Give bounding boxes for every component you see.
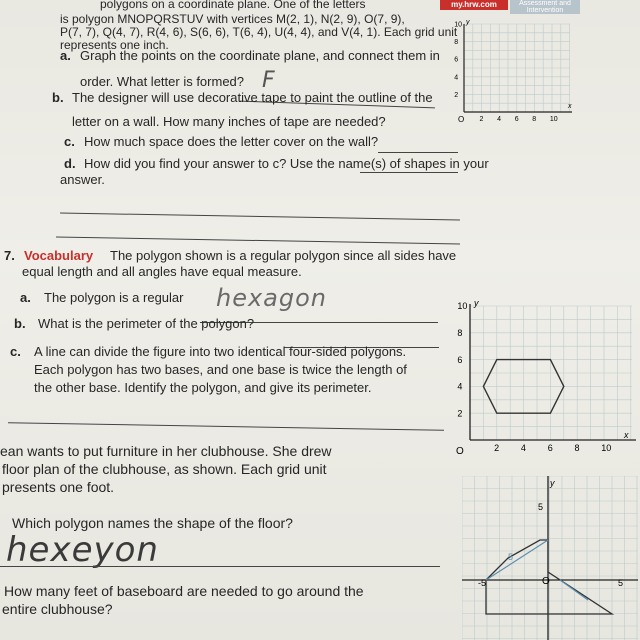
p7b-text: What is the perimeter of the polygon? <box>38 316 255 331</box>
x-tick-label: 2 <box>479 116 484 123</box>
x-tick-label: 10 <box>601 443 612 453</box>
p8-text2: floor plan of the clubhouse, as shown. Each grid unit <box>2 461 327 477</box>
p7-number: 7. <box>4 248 15 263</box>
badge-line1: Assessment and <box>519 0 571 7</box>
p6-line3: represents one inch. <box>60 38 169 52</box>
graph1-origin: O <box>458 115 465 124</box>
p6b-text1: The designer will use decorative tape to paint the outline of the <box>72 90 433 105</box>
graph1-y-label: y <box>466 19 470 26</box>
graph1-coordinate-plane <box>448 18 580 128</box>
p8b-text1: How many feet of baseboard are needed to go around the <box>4 583 364 599</box>
p6-line0: polygons on a coordinate plane. One of the letters <box>100 0 366 11</box>
x-tick-label: 4 <box>497 116 502 123</box>
p8a-answer: hexeyon <box>6 530 159 570</box>
graph2-y-label: y <box>474 298 479 308</box>
badge-line2: Intervention <box>526 7 564 14</box>
p6c-label: c. <box>64 134 75 149</box>
graph2-origin: O <box>456 446 464 457</box>
graph2-x-label: x <box>624 430 629 440</box>
x-tick-label: 6 <box>547 443 553 453</box>
x-tick-label: 10 <box>549 116 558 123</box>
x-tick-label: 2 <box>494 443 500 453</box>
y-tick-label: 8 <box>454 39 459 47</box>
p6b-text2: letter on a wall. How many inches of tape are needed? <box>72 114 386 129</box>
p7a-answer: hexagon <box>216 284 328 312</box>
graph3-side-label: 5 <box>508 552 514 562</box>
graph3-coordinate-plane <box>462 476 640 640</box>
p7c-answer-line <box>8 422 444 431</box>
x-tick-label: 6 <box>514 116 519 123</box>
x-tick-label: 8 <box>574 443 580 453</box>
p8a-text: Which polygon names the shape of the floor? <box>12 515 293 531</box>
graph3-xtick-5: 5 <box>618 578 624 588</box>
assessment-badge <box>510 0 580 14</box>
p7c-text2: Each polygon has two bases, and one base is twice the length of <box>34 362 407 377</box>
p8-text1: ean wants to put furniture in her clubhouse. She drew <box>0 443 332 459</box>
p6a-answer: F <box>262 68 276 93</box>
y-tick-label: 2 <box>454 91 459 99</box>
p6c-text: How much space does the letter cover on the wall? <box>84 134 379 149</box>
graph3-xtick-neg5: -5 <box>478 578 487 588</box>
p6b-label: b. <box>52 90 64 105</box>
graph3-ytick-5: 5 <box>538 502 544 512</box>
x-tick-label: 4 <box>520 443 526 453</box>
y-tick-label: 8 <box>457 327 463 338</box>
y-tick-label: 10 <box>454 21 462 29</box>
p6d-answer-line2 <box>56 236 460 244</box>
p6-line2: P(7, 7), Q(4, 7), R(4, 6), S(6, 6), T(6, 4), U(4, 4), and V(4, 1). Each grid unit <box>60 25 458 39</box>
p6a-text1: Graph the points on the coordinate plane, and connect them in <box>80 48 440 63</box>
graph2-coordinate-plane <box>446 298 640 466</box>
p6c-answer-line <box>360 172 458 173</box>
p8a-answer-line <box>0 566 440 567</box>
y-tick-label: 4 <box>454 74 459 82</box>
y-tick-label: 2 <box>457 408 463 419</box>
graph3-annotation-line <box>486 540 548 580</box>
p7a-text: The polygon is a regular <box>44 290 184 305</box>
p7c-label: c. <box>10 344 21 359</box>
p6d-answer-line1 <box>60 213 460 221</box>
p6d-text1: How did you find your answer to c? Use the name(s) of shapes in your <box>84 156 489 171</box>
p7c-text1: A line can divide the figure into two identical four-sided polygons. <box>34 344 407 359</box>
graph3-origin: O <box>542 576 550 587</box>
p6a-label: a. <box>60 48 71 63</box>
y-tick-label: 10 <box>457 301 468 312</box>
p8-text3: presents one foot. <box>2 479 115 495</box>
x-tick-label: 8 <box>532 116 537 123</box>
y-tick-label: 6 <box>457 354 463 365</box>
p6b-answer-line <box>378 152 458 153</box>
hrw-badge: my.hrw.com <box>440 0 508 10</box>
graph3-y-label: y <box>550 478 555 488</box>
p6-line1: is polygon MNOPQRSTUV with vertices M(2, 1), N(2, 9), O(7, 9), <box>60 12 405 26</box>
p6a-text2: order. What letter is formed? <box>80 74 245 89</box>
p6d-label: d. <box>64 156 76 171</box>
p7-text1: The polygon shown is a regular polygon since all sides have <box>110 248 457 263</box>
y-tick-label: 6 <box>454 56 459 64</box>
p7c-text3: the other base. Identify the polygon, and give its perimeter. <box>34 380 372 395</box>
p7-text2: equal length and all angles have equal measure. <box>22 264 302 279</box>
p8b-text2: entire clubhouse? <box>2 601 113 617</box>
p6d-text2: answer. <box>60 172 105 187</box>
p7b-label: b. <box>14 316 26 331</box>
graph1-x-label: x <box>568 103 572 110</box>
y-tick-label: 4 <box>457 381 463 392</box>
p7-vocab: Vocabulary <box>24 248 94 263</box>
p7a-label: a. <box>20 290 31 305</box>
graph3-annotation-line2 <box>560 580 588 600</box>
